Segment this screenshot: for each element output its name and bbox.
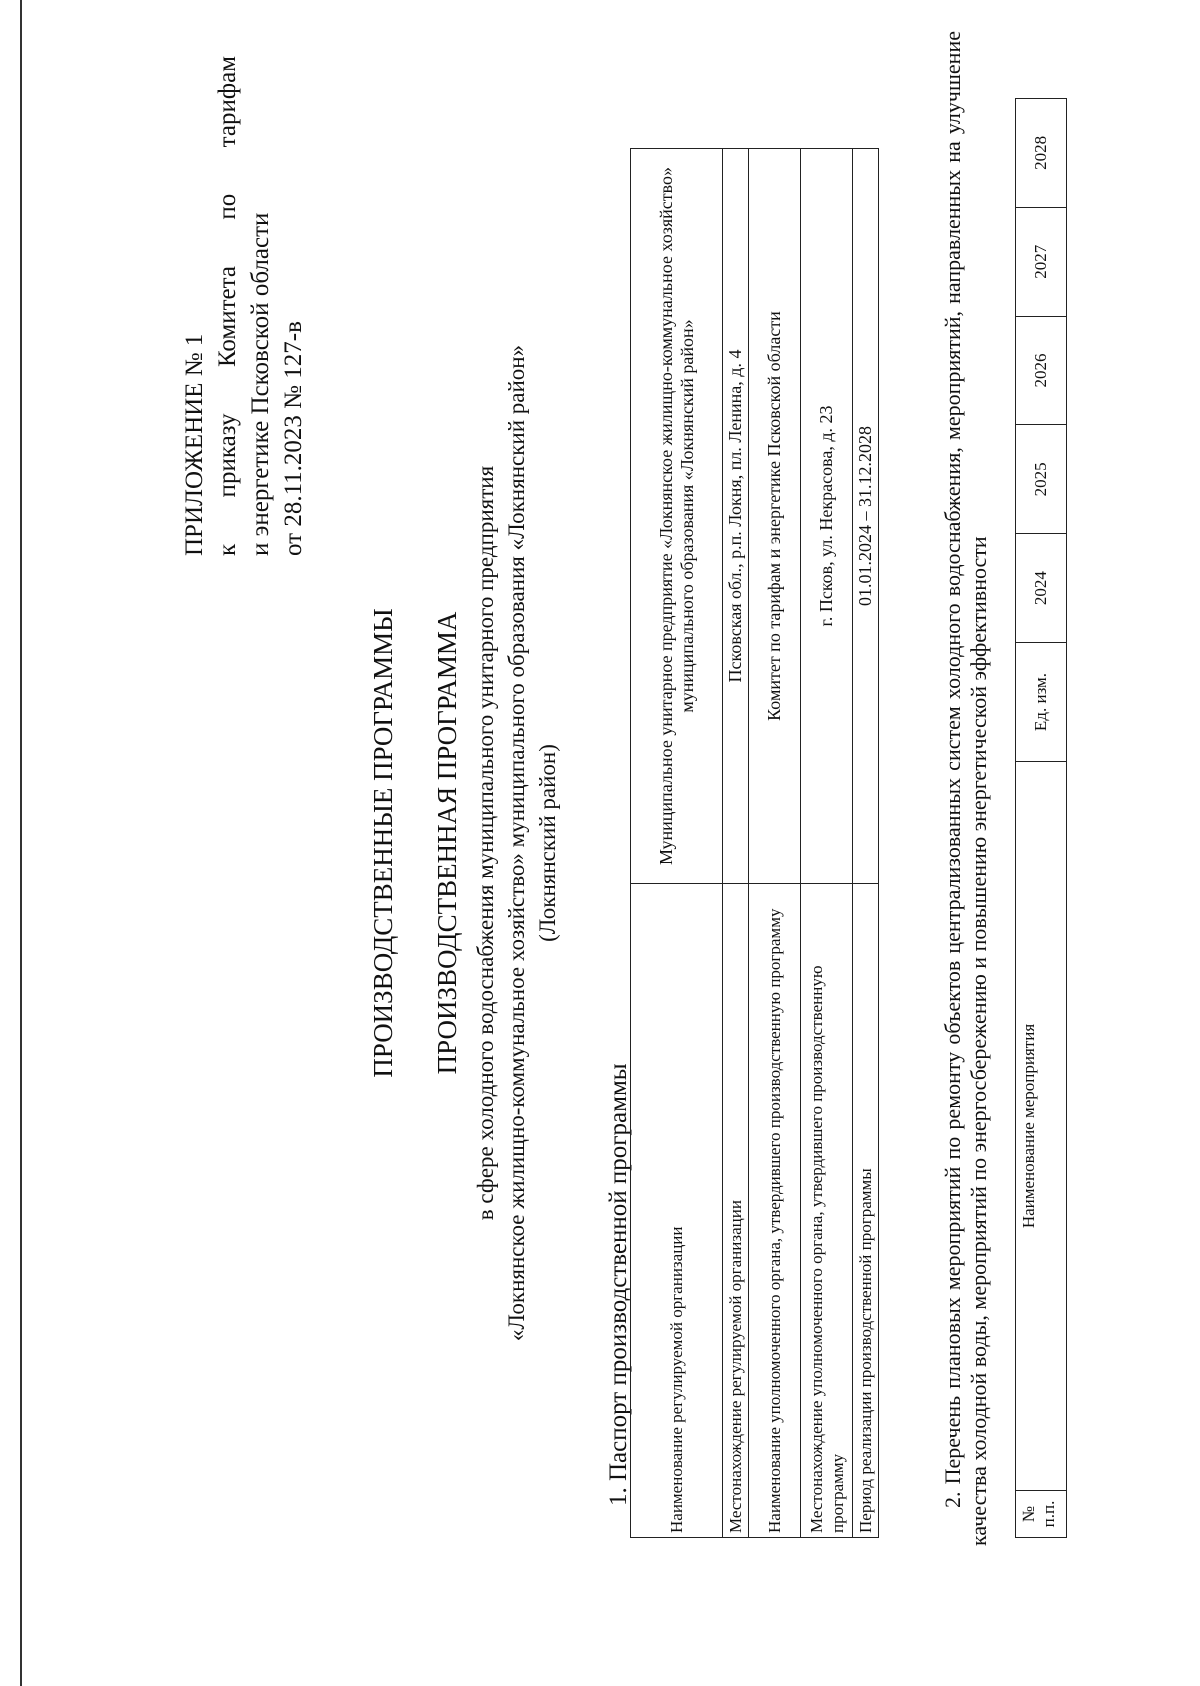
- appendix-committee-line: и энергетике Псковской области: [247, 212, 274, 556]
- header-cell: Ед. изм.: [1016, 643, 1067, 762]
- table-row: [853, 149, 879, 1538]
- events-table: [1015, 98, 1067, 1538]
- header-cell: Наименование мероприятия: [1016, 762, 1067, 1491]
- header-cell: 2027: [1016, 207, 1067, 316]
- table-row: [631, 149, 723, 1538]
- header-cell: 2026: [1016, 316, 1067, 425]
- header-cell: № п.п.: [1016, 1491, 1067, 1538]
- passport-value: 01.01.2024 – 31.12.2028: [853, 149, 879, 884]
- header-cell: 2028: [1016, 99, 1067, 208]
- section2-heading: 2. Перечень плановых мероприятий по ремонту объектов централизованных систем холодного водоснабжения, мероприятий, направленных на улучшение качества холодной воды, мероприятий по энергосбережению и повышению энергетической эффективности: [940, 31, 991, 1546]
- program-subtitle: в сфере холодного водоснабжения муниципального унитарного предприятия «Локнянское жилищно-коммунальное хозяйство» муниципального образования «Локнянский район» (Локнянский район): [473, 344, 560, 1342]
- main-title: ПРОИЗВОДСТВЕННЫЕ ПРОГРАММЫ: [368, 608, 398, 1078]
- passport-label: Местонахождение уполномоченного органа, утвердившего производственную программу: [801, 884, 853, 1538]
- passport-value: Комитет по тарифам и энергетике Псковской области: [749, 149, 801, 884]
- passport-value: Псковская обл., р.п. Локня, пл. Ленина, д. 4: [723, 149, 749, 884]
- header-cell: 2024: [1016, 534, 1067, 643]
- header-cell: 2025: [1016, 425, 1067, 534]
- passport-label: Период реализации производственной программы: [853, 884, 879, 1538]
- section1-heading: 1. Паспорт производственной программы: [605, 1063, 632, 1506]
- appendix-order-line: к приказу Комитета по тарифам: [214, 56, 241, 556]
- table-row: [801, 149, 853, 1538]
- appendix-block: [178, 56, 310, 556]
- passport-label: Наименование регулируемой организации: [631, 884, 723, 1538]
- passport-value: г. Псков, ул. Некрасова, д. 23: [801, 149, 853, 884]
- program-title: ПРОИЗВОДСТВЕННАЯ ПРОГРАММА: [432, 611, 462, 1075]
- table-header-row: [1016, 99, 1067, 1538]
- appendix-date-line: от 28.11.2023 № 127-в: [280, 321, 307, 556]
- passport-label: Местонахождение регулируемой организации: [723, 884, 749, 1538]
- table-row: [723, 149, 749, 1538]
- appendix-title: ПРИЛОЖЕНИЕ № 1: [181, 333, 208, 556]
- passport-table: [630, 148, 879, 1538]
- passport-value: Муниципальное унитарное предприятие «Локнянское жилищно-коммунальное хозяйство» муниципального образования «Локнянский район»: [631, 149, 723, 884]
- passport-label: Наименование уполномоченного органа, утвердившего производственную программу: [749, 884, 801, 1538]
- table-row: [749, 149, 801, 1538]
